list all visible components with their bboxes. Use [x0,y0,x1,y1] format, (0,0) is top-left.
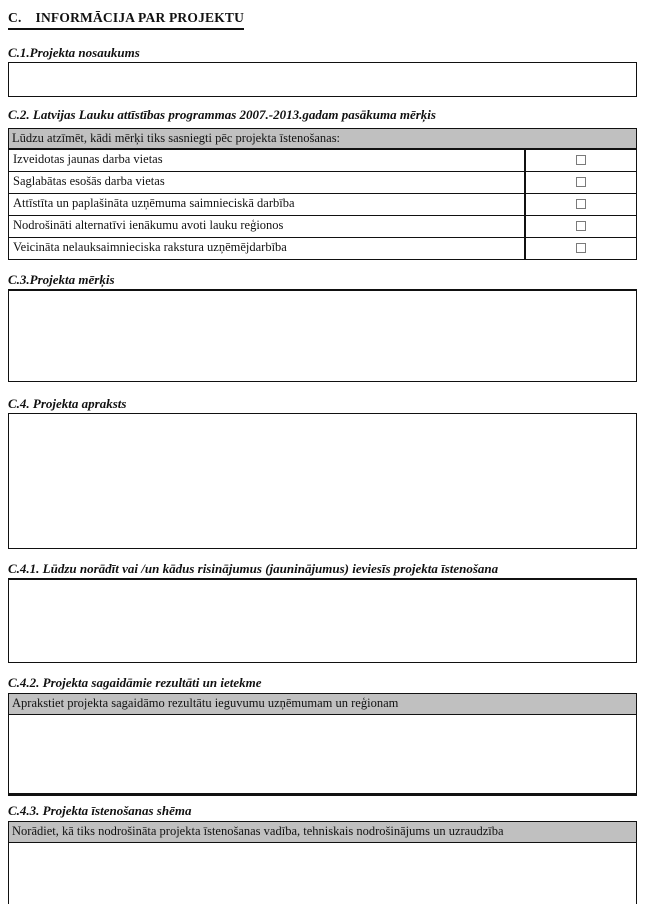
goal-option-checkbox-cell [525,215,637,237]
c42-prompt-bar: Aprakstiet projekta sagaidāmo rezultātu ieguvumu uzņēmumam un reģionam [8,693,637,715]
c2-goals-table [8,128,637,260]
section-c2-label: C.2. Latvijas Lauku attīstības programmas 2007.-2013.gadam pasākuma mērķis [8,107,436,122]
goal-option-checkbox-cell [525,193,637,215]
table-row [9,215,637,237]
table-row [9,171,637,193]
c2-table-header: Lūdzu atzīmēt, kādi mērķi tiks sasniegti pēc projekta īstenošanas: [9,129,637,150]
c3-project-goal-input[interactable] [8,289,637,382]
goal-checkbox-4[interactable] [576,243,586,253]
table-row [9,193,637,215]
table-row [9,149,637,171]
goal-option-label: Nodrošināti alternatīvi ienākumu avoti lauku reģionos [9,215,525,237]
page-title-number: C. [8,10,22,25]
section-c1-label: C.1.Projekta nosaukums [8,45,140,60]
goal-option-label: Attīstīta un paplašināta uzņēmuma saimnieciskā darbība [9,193,525,215]
goal-option-label: Izveidotas jaunas darba vietas [9,149,525,171]
c43-prompt-bar: Norādiet, kā tiks nodrošināta projekta īstenošanas vadība, tehniskais nodrošinājums un uzraudzība [8,821,637,843]
page-title-text: INFORMĀCIJA PAR PROJEKTU [35,10,245,25]
goal-checkbox-1[interactable] [576,177,586,187]
c41-innovations-input[interactable] [8,578,637,663]
section-c4-label: C.4. Projekta apraksts [8,395,127,411]
goal-checkbox-2[interactable] [576,199,586,209]
goal-option-label: Saglabātas esošās darba vietas [9,171,525,193]
section-c41-label: C.4.1. Lūdzu norādīt vai /un kādus risinājumus (jauninājumus) ieviesīs projekta īstenošana [8,560,499,576]
table-header-row [9,129,637,150]
section-c42-label: C.4.2. Projekta sagaidāmie rezultāti un ietekme [8,674,262,690]
section-c43-label: C.4.3. Projekta īstenošanas shēma [8,802,192,818]
goal-option-checkbox-cell [525,237,637,259]
goal-checkbox-3[interactable] [576,221,586,231]
goal-option-label: Veicināta nelauksaimnieciska rakstura uzņēmējdarbība [9,237,525,259]
goal-option-checkbox-cell [525,149,637,171]
goal-checkbox-0[interactable] [576,155,586,165]
goal-option-checkbox-cell [525,171,637,193]
c1-project-name-input[interactable] [8,62,637,97]
table-row [9,237,637,259]
c4-project-description-input[interactable] [8,413,637,549]
c42-expected-results-input[interactable] [8,714,637,796]
page-title [8,10,244,30]
c43-implementation-scheme-input[interactable] [8,842,637,904]
section-c3-label: C.3.Projekta mērķis [8,271,115,287]
